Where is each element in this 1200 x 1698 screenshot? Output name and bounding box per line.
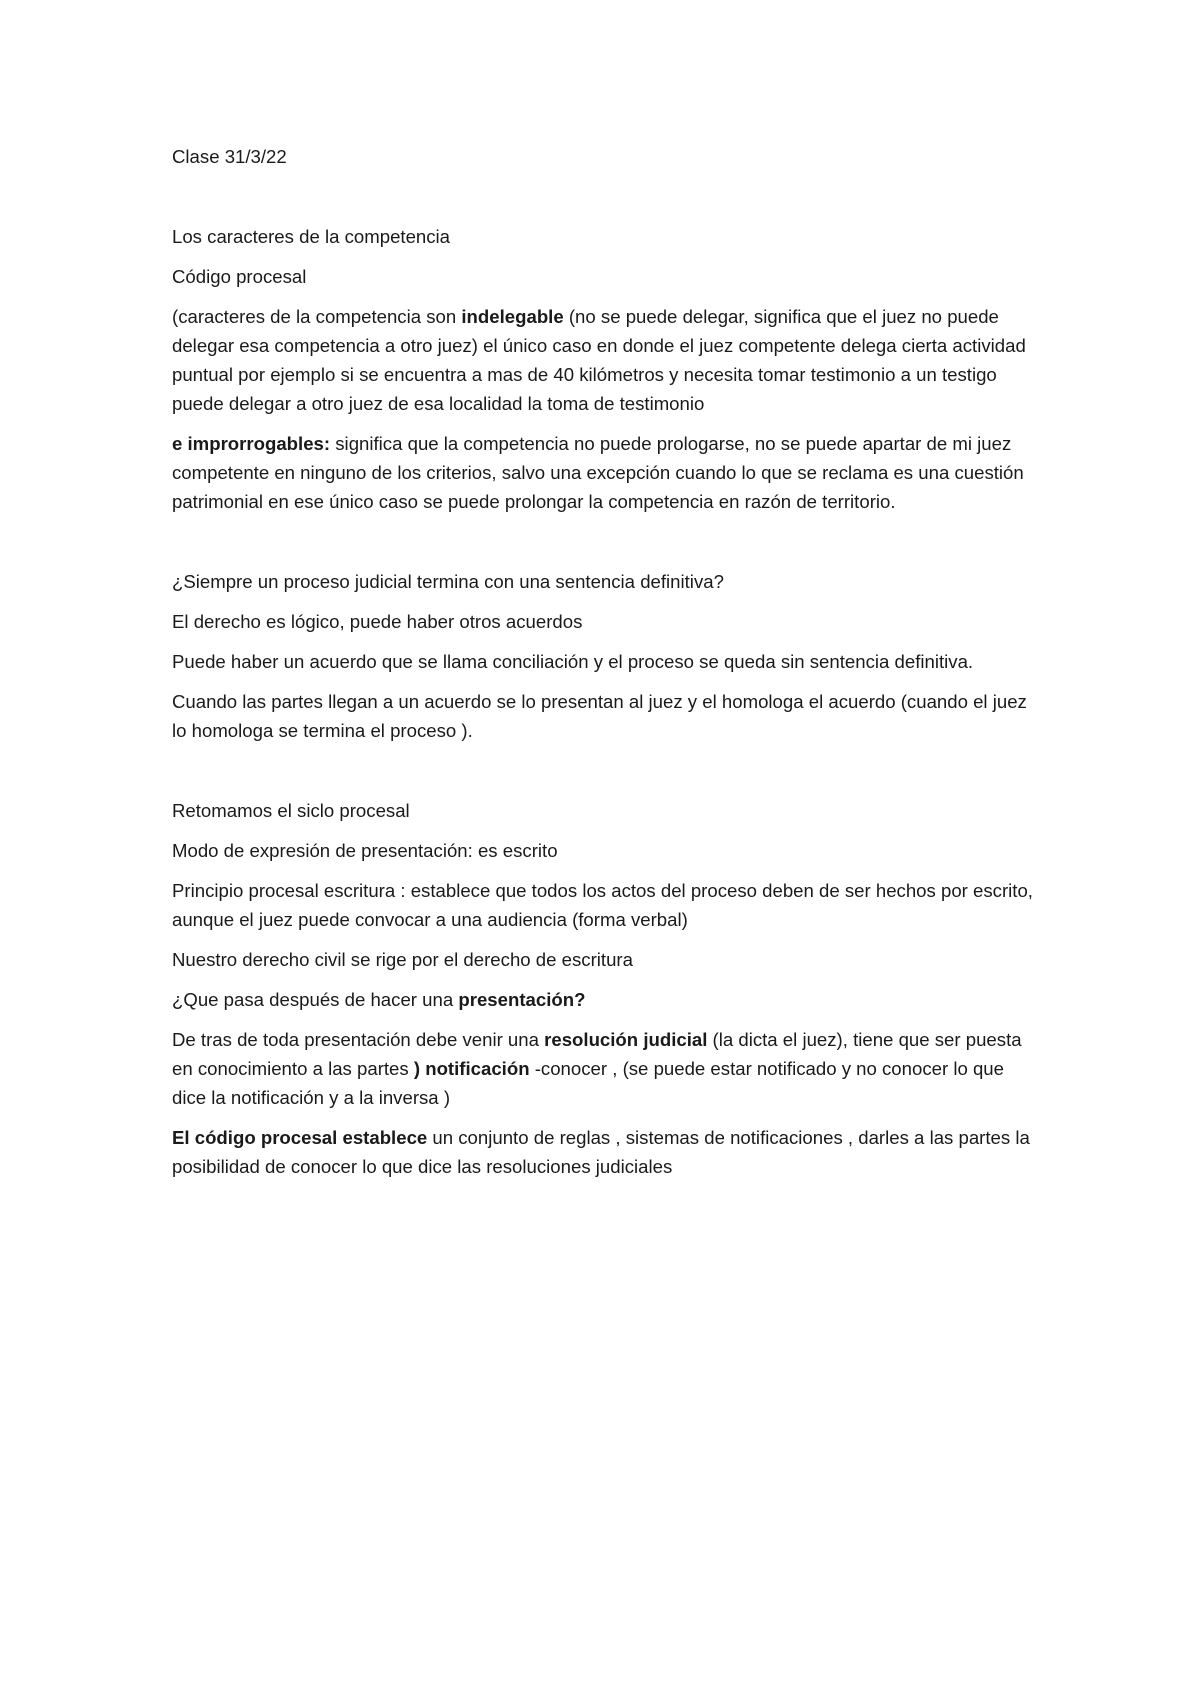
paragraph-modo-expresion: Modo de expresión de presentación: es escrito <box>172 840 558 861</box>
text-run: De tras de toda presentación debe venir una <box>172 1029 545 1050</box>
text-run: ¿Que pasa después de hacer una <box>172 989 459 1010</box>
paragraph-indelegable <box>172 302 1042 418</box>
text-run: (la dicta el juez), tiene que ser puesta en conocimiento a las partes <box>172 1029 1022 1079</box>
text-run: un conjunto de reglas , sistemas de notificaciones , darles a las partes la posibilidad de conocer lo que dice las resoluciones judiciales <box>172 1127 1030 1177</box>
bold-term-resolucion: resolución judicial <box>544 1029 708 1050</box>
blank-line <box>172 527 1042 567</box>
document-body <box>172 142 1042 1192</box>
text-run: significa que la competencia no puede prologarse, no se puede apartar de mi juez competente en ninguno de los criterios, salvo una excepción cuando lo que se reclama es una cuestión patrimonial en ese único caso se puede prolongar la competencia en razón de territorio. <box>172 433 1024 512</box>
paragraph-principio-escritura: Principio procesal escritura : establece que todos los actos del proceso deben de ser hechos por escrito, aunque el juez puede convocar a una audiencia (forma verbal) <box>172 880 1033 930</box>
question-sentencia: ¿Siempre un proceso judicial termina con una sentencia definitiva? <box>172 571 724 592</box>
text-run: -conocer , (se puede estar notificado y no conocer lo que dice la notificación y a la inversa ) <box>172 1058 1004 1108</box>
blank-line <box>172 756 1042 796</box>
document-title: Clase 31/3/22 <box>172 146 287 167</box>
paragraph-derecho-civil: Nuestro derecho civil se rige por el derecho de escritura <box>172 949 633 970</box>
bold-term-notificacion: ) notificación <box>413 1058 530 1079</box>
text-run: (caracteres de la competencia son <box>172 306 462 327</box>
paragraph-resolucion-judicial <box>172 1025 1042 1112</box>
bold-term-codigo-procesal: El código procesal establece <box>172 1127 428 1148</box>
bold-term-presentacion: presentación? <box>458 989 586 1010</box>
section-subheading-codigo: Código procesal <box>172 266 307 287</box>
bold-term-improrrogables: e improrrogables: <box>172 433 331 454</box>
paragraph-conciliacion: Puede haber un acuerdo que se llama conciliación y el proceso se queda sin sentencia definitiva. <box>172 651 974 672</box>
paragraph-improrrogables <box>172 429 1042 516</box>
paragraph-siclo-procesal: Retomamos el siclo procesal <box>172 800 410 821</box>
question-presentacion <box>172 985 1042 1014</box>
paragraph-codigo-establece <box>172 1123 1042 1181</box>
bold-term-indelegable: indelegable <box>461 306 564 327</box>
text-run: (no se puede delegar, significa que el juez no puede delegar esa competencia a otro juez) el único caso en donde el juez competente delega cierta actividad puntual por ejemplo si se encuentra a mas de 40 kilómetros y necesita tomar testimonio a un testigo puede delegar a otro juez de esa localidad la toma de testimonio <box>172 306 1026 414</box>
section-heading-caracteres: Los caracteres de la competencia <box>172 226 451 247</box>
paragraph-derecho-logico: El derecho es lógico, puede haber otros acuerdos <box>172 611 583 632</box>
paragraph-homologa: Cuando las partes llegan a un acuerdo se lo presentan al juez y el homologa el acuerdo (cuando el juez lo homologa se termina el proceso ). <box>172 691 1027 741</box>
blank-line <box>172 182 1042 222</box>
